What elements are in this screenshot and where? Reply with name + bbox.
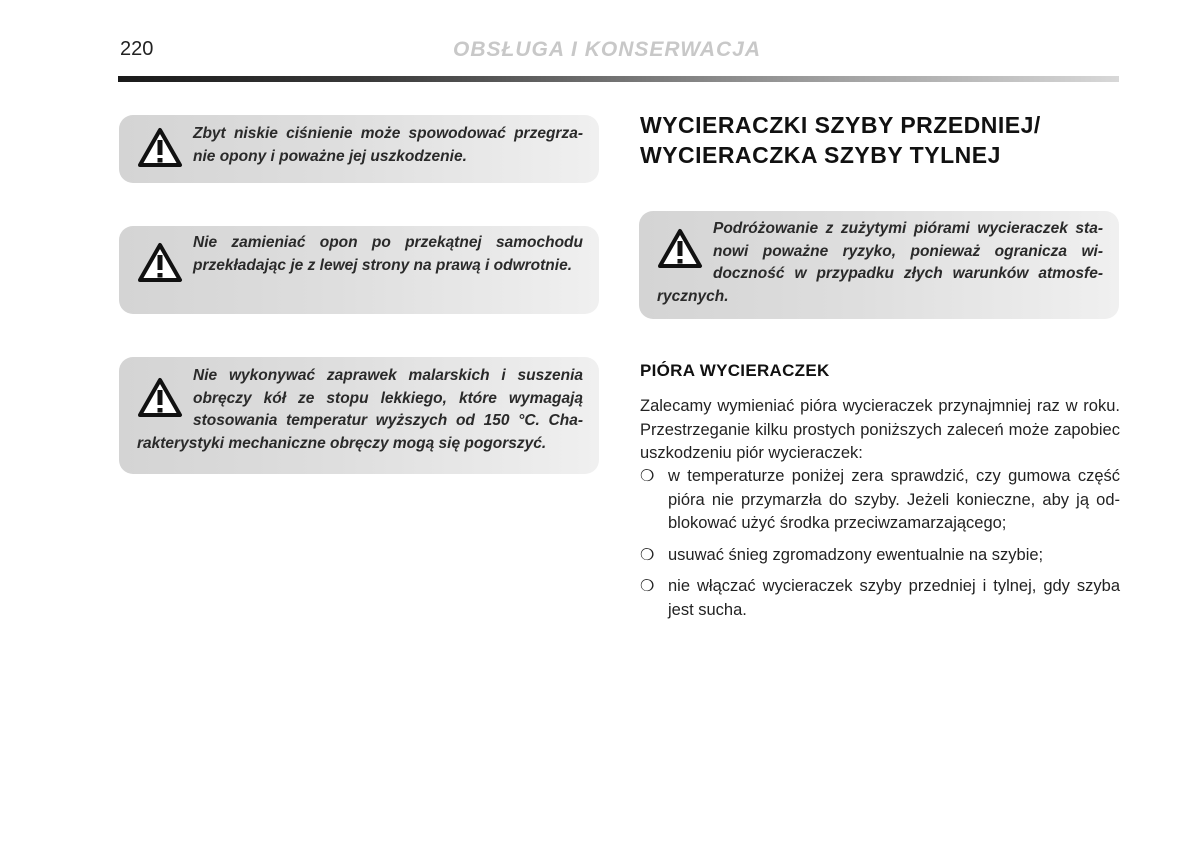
list-item-text: nie włączać wycieraczek szyby przedniej i tylnej, gdy szyba jest sucha. [668, 577, 1120, 619]
running-header: OBSŁUGA I KONSERWACJA [453, 38, 762, 61]
recommendations-list [640, 465, 1120, 630]
list-item-text: w temperaturze poniżej zera sprawdzić, czy gumowa część pióra nie przymarzła do szyby. Jeżeli konieczne, aby ją od-blokować użyć środka przeciwzamarzającego; [668, 467, 1120, 532]
warning-triangle-icon [137, 127, 183, 169]
warning-triangle-icon [137, 377, 183, 419]
section-title-line1: WYCIERACZKI SZYBY PRZEDNIEJ/ [640, 112, 1041, 138]
bullet-circle-icon: ❍ [640, 578, 655, 595]
section-title [640, 110, 1120, 170]
bullet-circle-icon: ❍ [640, 468, 655, 485]
warning-text: Podróżowanie z zużytymi piórami wycieraczek sta-nowi poważne ryzyko, ponieważ ogranicza wi-doczność w przypadku złych warunków atmosfe-rycznych. [657, 220, 1103, 305]
warning-box-tire-pressure [119, 115, 599, 183]
bullet-circle-icon: ❍ [640, 546, 655, 564]
warning-text: Nie zamieniać opon po przekątnej samochodu przekładając je z lewej strony na prawą i odwrotnie. [193, 234, 583, 274]
warning-text: Nie wykonywać zaprawek malarskich i suszenia obręczy kół ze stopu lekkiego, które wymagają stosowania temperatur wyższych od 150 °C. Cha-rakterystyki mechaniczne obręczy mogą się pogorszyć. [137, 367, 583, 452]
page-number: 220 [120, 38, 154, 60]
warning-triangle-icon [137, 242, 183, 284]
warning-box-wiper-blades [639, 211, 1119, 319]
intro-paragraph: Zalecamy wymieniać pióra wycieraczek przynajmniej raz w roku. Przestrzeganie kilku prostych poniższych zaleceń może zapobiec uszkodzeniu piór wycieraczek: [640, 397, 1120, 462]
list-item [640, 465, 1120, 536]
warning-box-rim-painting [119, 357, 599, 474]
list-item-text: usuwać śnieg zgromadzony ewentualnie na szybie; [668, 545, 1044, 564]
warning-box-tire-rotation [119, 226, 599, 314]
list-item [640, 544, 1120, 568]
list-item [640, 575, 1120, 622]
subsection-title: PIÓRA WYCIERACZEK [640, 361, 830, 380]
header-rule [118, 76, 1119, 82]
warning-triangle-icon [657, 228, 703, 270]
section-title-line2: WYCIERACZKA SZYBY TYLNEJ [640, 142, 1001, 168]
warning-text: Zbyt niskie ciśnienie może spowodować przegrza-nie opony i poważne jej uszkodzenie. [193, 125, 583, 165]
